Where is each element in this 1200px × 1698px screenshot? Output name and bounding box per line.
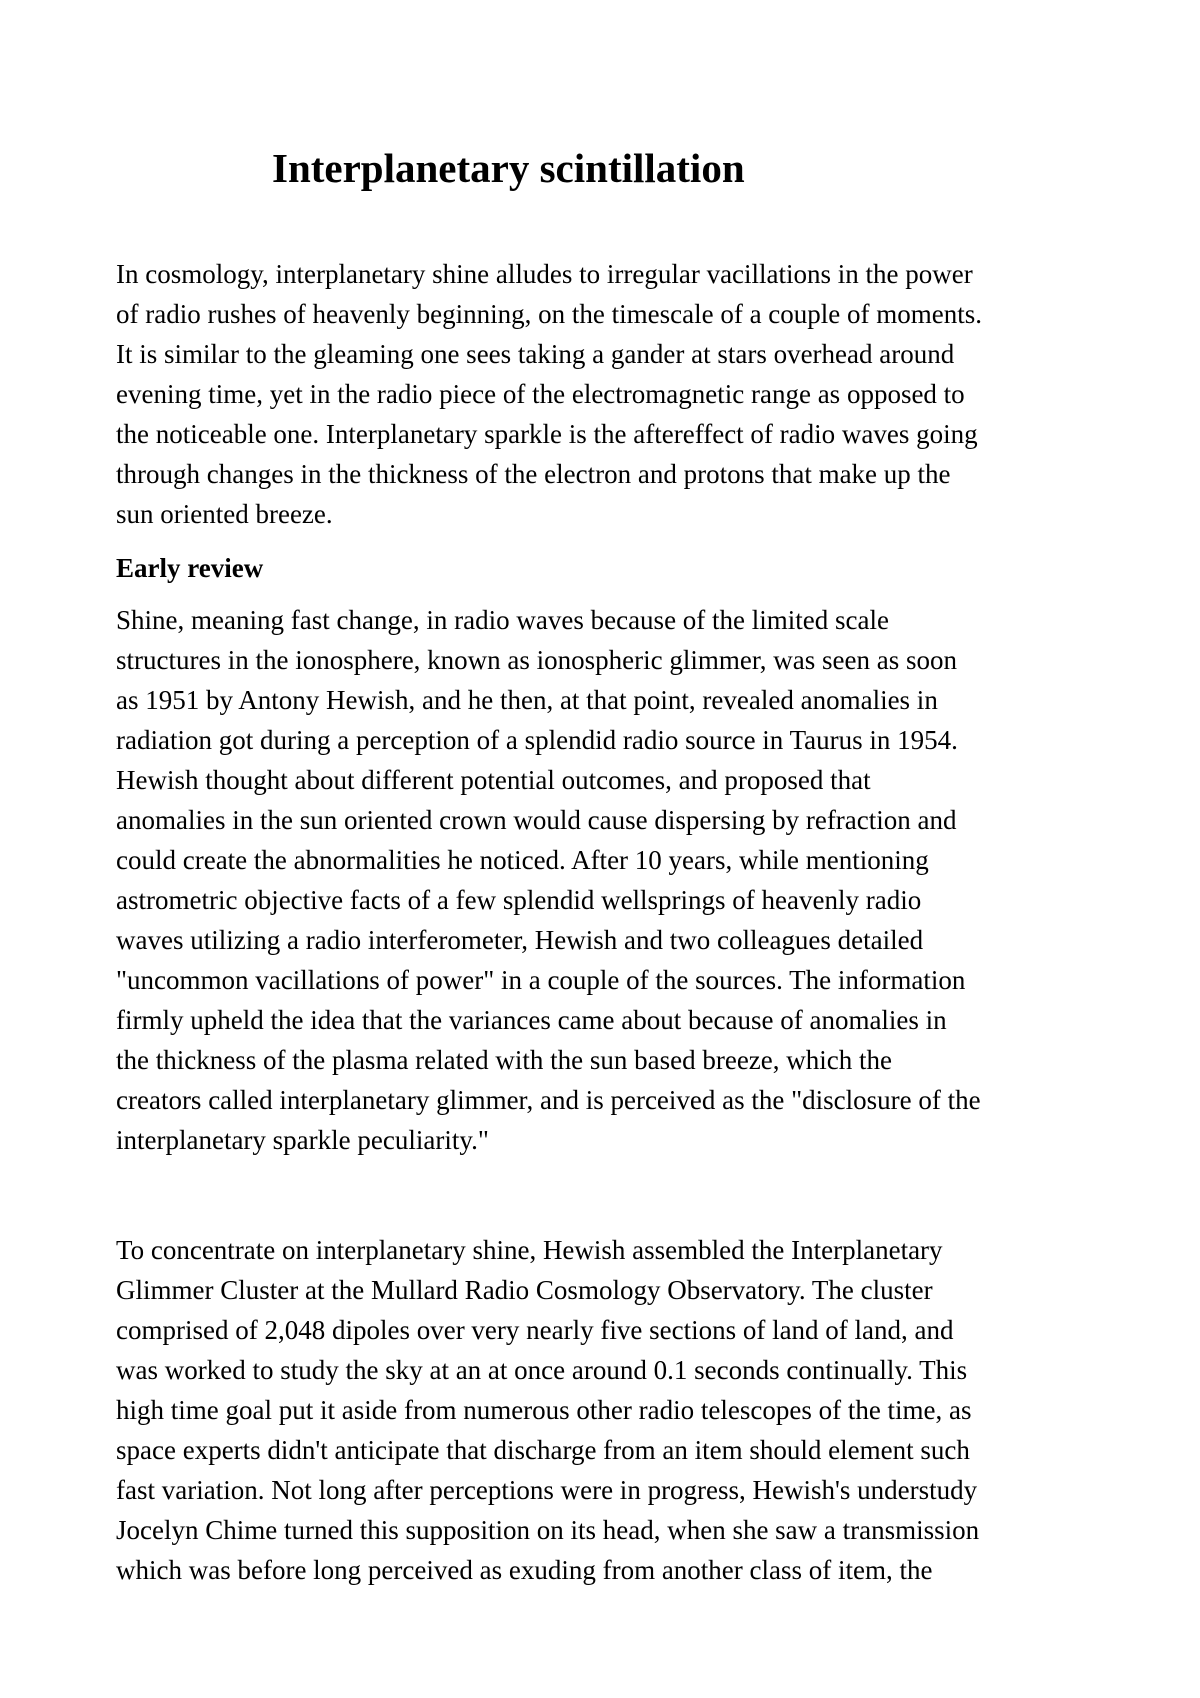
section-heading-early-review: Early review	[116, 553, 264, 583]
paragraph-early-review: Shine, meaning fast change, in radio waves because of the limited scale structures in the ionosphere, known as ionospheric glimmer, was seen as soon as 1951 by Antony Hewish, and he then, at that point, revealed anomalies in radiation got during a perception of a splendid radio source in Taurus in 1954. Hewish thought about different potential outcomes, and proposed that anomalies in the sun oriented crown would cause dispersing by refraction and could create the abnormalities he noticed. After 10 years, while mentioning astrometric objective facts of a few splendid wellsprings of heavenly radio waves utilizing a radio interferometer, Hewish and two colleagues detailed "uncommon vacillations of power" in a couple of the sources. The information firmly upheld the idea that the variances came about because of anomalies in the thickness of the plasma related with the sun based breeze, which the creators called interplanetary glimmer, and is perceived as the "disclosure of the interplanetary sparkle peculiarity."	[116, 605, 981, 1155]
paragraph-array: To concentrate on interplanetary shine, Hewish assembled the Interplanetary Glimmer Cluster at the Mullard Radio Cosmology Observatory. The cluster comprised of 2,048 dipoles over very nearly five sections of land of land, and was worked to study the sky at an at once around 0.1 seconds continually. This high time goal put it aside from numerous other radio telescopes of the time, as space experts didn't anticipate that discharge from an item should element such fast variation. Not long after perceptions were in progress, Hewish's understudy Jocelyn Chime turned this supposition on its head, when she saw a transmission which was before long perceived as exuding from another class of item, the	[116, 1235, 980, 1585]
document-title: Interplanetary scintillation	[272, 145, 745, 191]
paragraph-intro: In cosmology, interplanetary shine alludes to irregular vacillations in the power of radio rushes of heavenly beginning, on the timescale of a couple of moments. It is similar to the gleaming one sees taking a gander at stars overhead around evening time, yet in the radio piece of the electromagnetic range as opposed to the noticeable one. Interplanetary sparkle is the aftereffect of radio waves going through changes in the thickness of the electron and protons that make up the sun oriented breeze.	[116, 259, 983, 529]
